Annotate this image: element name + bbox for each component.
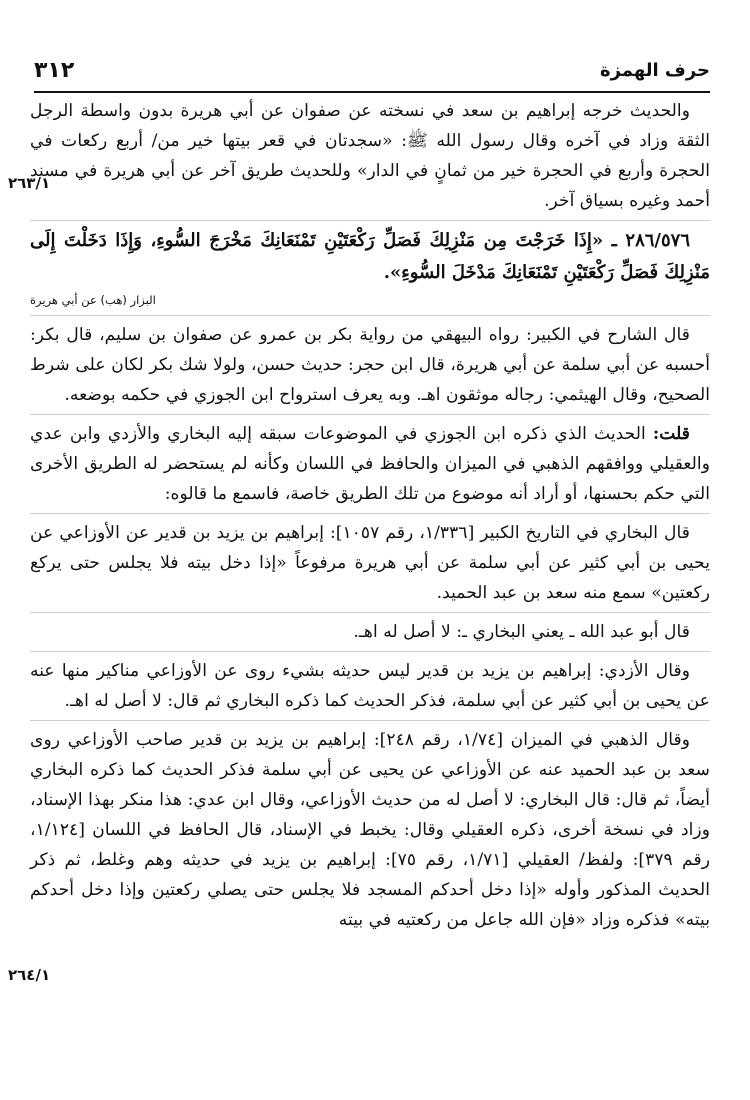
text-body [30, 96, 710, 935]
paragraph-bukhari: قال البخاري في التاريخ الكبير [١/٣٣٦، رقم ١٠٥٧]: إبراهيم بن يزيد بن قدير عن الأوزاعي عن يحيى بن أبي كثير عن أبي سلمة عن أبي هريرة مرفوعاً «إذا دخل بيته فلا يجلس حتى يركع ركعتين» سمع منه سعد بن عبد الحميد. [30, 513, 710, 608]
paragraph-intro: والحديث خرجه إبراهيم بن سعد في نسخته عن صفوان عن أبي هريرة بدون واسطة الرجل الثقة وزاد في آخره وقال رسول الله ﷺ: «سجدتان في قعر بيتها خير من/ أربع ركعات في الحجرة وأربع في الحجرة خير من ثمانٍ في الدار» وللحديث طريق آخر عن أبي هريرة في مسند أحمد وغيره بسياق آخر. [30, 101, 710, 211]
page-number: ٣١٢ [34, 58, 75, 83]
hadith-text: ٢٨٦/٥٧٦ ـ «إِذَا خَرَجْتَ مِن مَنْزِلِكَ فَصَلِّ رَكْعَتَيْنِ تَمْنَعَانِكَ مَخْرَجَ السُّوءِ، وَإِذَا دَخَلْتَ إِلَى مَنْزِلِكَ فَصَلِّ رَكْعَتَيْنِ تَمْنَعَانِكَ مَدْخَلَ السُّوءِ». [30, 220, 710, 289]
margin-note-263: ٢٦٣/١ [8, 174, 51, 192]
paragraph-azdi: وقال الأزدي: إبراهيم بن يزيد بن قدير ليس حديثه بشيء روى عن الأوزاعي مناكير منها عنه عن يحيى بن أبي كثير عن أبي سلمة، فذكر الحديث كما ذكره البخاري ثم قال: لا أصل له اهـ. [30, 651, 710, 716]
paragraph-abu-abdullah: قال أبو عبد الله ـ يعني البخاري ـ: لا أصل له اهـ. [30, 612, 710, 647]
paragraph-dhahabi: وقال الذهبي في الميزان [١/٧٤، رقم ٢٤٨]: إبراهيم بن يزيد بن قدير صاحب الأوزاعي روى سعد بن عبد الحميد عنه عن الأوزاعي عن يحيى عن أبي سلمة فذكر الحديث كما ذكره البخاري أيضاً، ثم قال: قال البخاري: لا أصل له من حديث الأوزاعي، وقال ابن عدي: هذا منكر بهذا الإسناد، وزاد في نسخة أخرى، ذكره العقيلي وقال: يخبط في الإسناد، قال الحافظ في اللسان [١/١٢٤، رقم ٣٧٩]: ولفظ/ العقيلي [١/٧١، رقم ٧٥]: إبراهيم بن يزيد في حديثه وهم وغلط، ثم ذكر الحديث المذكور وأوله «إذا دخل أحدكم المسجد فلا يجلس حتى يصلي ركعتين وإذا دخل أحدكم بيته» فذكره وزاد «فإن الله جاعل من ركعتيه في بيته [30, 720, 710, 935]
qultu-text: الحديث الذي ذكره ابن الجوزي في الموضوعات سبقه إليه البخاري والأزدي وابن عدي والعقيلي ووافقهم الذهبي في الميزان والحافظ في اللسان وكأنه لم يستحضر له الطريق الأخرى التي حكم بحسنها، أو أراد أنه موضوع من تلك الطريق خاصة، فاسمع ما قالوه: [30, 424, 710, 504]
hadith-source: البزار (هب) عن أبي هريرة [30, 293, 156, 307]
paragraph-qultu [30, 414, 710, 509]
paragraph-commentary: قال الشارح في الكبير: رواه البيهقي من رواية بكر بن عمرو عن صفوان بن سليم، قال بكر: أحسبه عن أبي سلمة عن أبي هريرة، قال ابن حجر: حديث حسن، ولولا شك بكر لكان على شرط الصحيح، وقال الهيثمي: رجاله موثقون اهـ. وبه يعرف استرواح ابن الجوزي في حكمه بوضعه. [30, 315, 710, 410]
qultu-keyword: قلت: [652, 424, 690, 444]
page-header [34, 58, 710, 88]
margin-note-264: ٢٦٤/١ [8, 966, 51, 984]
running-title: حرف الهمزة [599, 60, 710, 81]
header-rule [34, 91, 710, 93]
